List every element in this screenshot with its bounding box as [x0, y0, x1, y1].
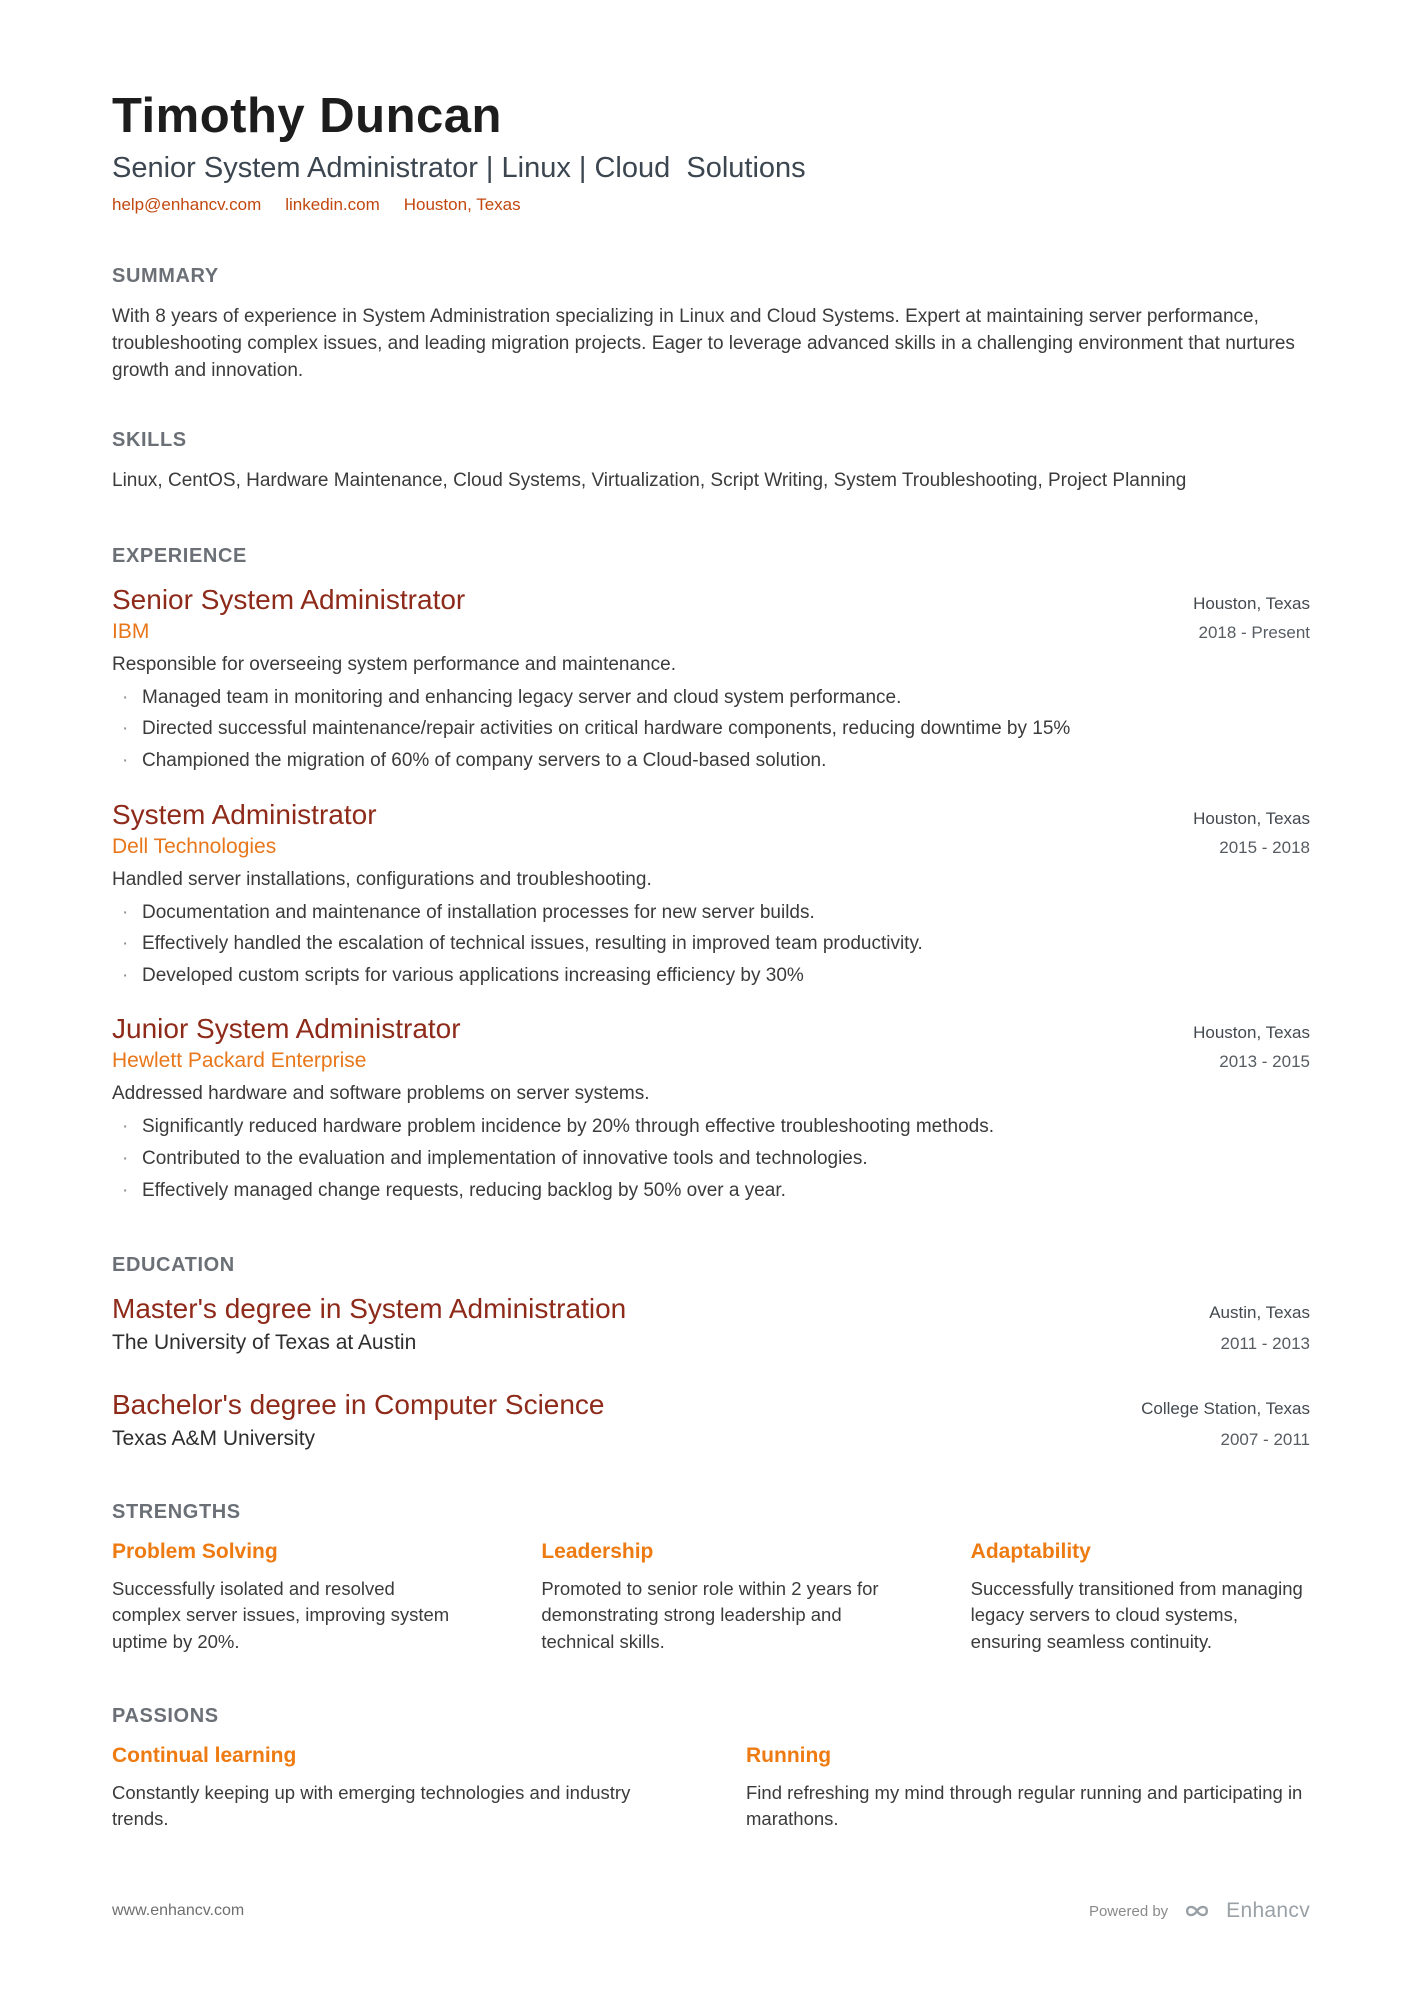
degree-title: Bachelor's degree in Computer Science: [112, 1389, 605, 1421]
skills-section: [112, 429, 1310, 495]
bullet-item: [112, 1178, 1310, 1205]
passion-text: Find refreshing my mind through regular running and participating in marathons.: [746, 1781, 1303, 1830]
job-entry: [112, 584, 1310, 775]
education-location: College Station, Texas: [1141, 1399, 1310, 1419]
education-section: [112, 1254, 1310, 1451]
school-name: Texas A&M University: [112, 1427, 316, 1451]
job-dates: 2018 - Present: [1198, 622, 1310, 642]
strength-item: [541, 1540, 880, 1655]
bullet-item: [112, 900, 1310, 927]
job-title-row: [112, 584, 1310, 616]
job-bullets: [112, 1114, 1310, 1204]
bullet-text: Managed team in monitoring and enhancing legacy server and cloud system performance.: [142, 686, 902, 708]
passion-item: [112, 1744, 676, 1833]
location-text: Houston, Texas: [403, 195, 521, 214]
bullet-item: [112, 716, 1310, 743]
passions-heading: PASSIONS: [112, 1704, 219, 1727]
job-description: Handled server installations, configurations and troubleshooting.: [112, 868, 652, 890]
strength-title: Leadership: [541, 1540, 654, 1564]
passion-text: Constantly keeping up with emerging technologies and industry trends.: [112, 1781, 631, 1830]
summary-heading: SUMMARY: [112, 265, 219, 287]
linkedin-link[interactable]: linkedin.com: [285, 195, 380, 214]
education-entry: [112, 1293, 1310, 1355]
job-entry: [112, 1013, 1310, 1204]
job-company-row: [112, 1045, 1310, 1073]
degree-title: Master's degree in System Administration: [112, 1293, 627, 1325]
strengths-heading: STRENGTHS: [112, 1501, 241, 1524]
education-location: Austin, Texas: [1209, 1303, 1310, 1323]
bullet-item: [112, 1114, 1310, 1141]
education-heading: EDUCATION: [112, 1254, 235, 1277]
job-title-row: [112, 799, 1310, 831]
passion-title: Running: [746, 1743, 832, 1767]
bullet-text: Directed successful maintenance/repair activities on critical hardware components, reducing downtime by 15%: [142, 718, 1071, 740]
email-link[interactable]: help@enhancv.com: [112, 195, 262, 214]
enhancv-site-link[interactable]: www.enhancv.com: [112, 1902, 245, 1919]
passion-item: [746, 1744, 1310, 1833]
resume-header: [112, 88, 1310, 215]
job-location: Houston, Texas: [1193, 1023, 1310, 1043]
bullet-dot-icon: ·: [122, 750, 129, 772]
skills-text: Linux, CentOS, Hardware Maintenance, Cloud Systems, Virtualization, Script Writing, System Troubleshooting, Project Planning: [112, 469, 1187, 491]
passions-grid: [112, 1744, 1310, 1833]
bullet-dot-icon: ·: [122, 718, 129, 740]
job-title: System Administrator: [112, 798, 377, 830]
contact-row: [112, 195, 1310, 215]
school-name: The University of Texas at Austin: [112, 1331, 417, 1355]
strength-title: Adaptability: [970, 1540, 1091, 1564]
experience-section: [112, 545, 1310, 1204]
job-dates: 2015 - 2018: [1219, 837, 1310, 857]
job-dates: 2013 - 2015: [1219, 1052, 1310, 1072]
job-entry: [112, 799, 1310, 990]
candidate-name: Timothy Duncan: [112, 89, 502, 143]
job-title-row: [112, 1013, 1310, 1045]
summary-section: [112, 265, 1310, 385]
bullet-text: Effectively handled the escalation of technical issues, resulting in improved team productivity.: [142, 933, 923, 955]
job-title: Senior System Administrator: [112, 583, 466, 615]
bullet-dot-icon: ·: [122, 686, 129, 708]
bullet-text: Significantly reduced hardware problem incidence by 20% through effective troubleshooting methods.: [142, 1116, 994, 1138]
job-bullets: [112, 900, 1310, 990]
job-description: Responsible for overseeing system performance and maintenance.: [112, 653, 676, 675]
job-location: Houston, Texas: [1193, 593, 1310, 613]
strengths-grid: [112, 1540, 1310, 1655]
bullet-dot-icon: ·: [122, 1179, 129, 1201]
strength-text: Successfully isolated and resolved complex server issues, improving system uptime by 20%.: [112, 1578, 450, 1652]
experience-heading: EXPERIENCE: [112, 544, 247, 567]
company-name: IBM: [112, 619, 150, 643]
enhancv-brand-name: Enhancv: [1226, 1899, 1310, 1922]
strengths-section: [112, 1501, 1310, 1655]
strength-text: Promoted to senior role within 2 years for demonstrating strong leadership and technical skills.: [541, 1578, 879, 1652]
job-location: Houston, Texas: [1193, 808, 1310, 828]
passions-section: [112, 1705, 1310, 1833]
education-title-row: [112, 1389, 1310, 1421]
summary-text: With 8 years of experience in System Administration specializing in Linux and Cloud Systems. Expert at maintaining server performance, troubleshooting complex issues, and leading migration projects. Eager to leverage advanced skills in a challenging environment that nurtures growth and innovation.: [112, 306, 1295, 381]
education-entry: [112, 1389, 1310, 1451]
skills-heading: SKILLS: [112, 428, 187, 451]
company-name: Hewlett Packard Enterprise: [112, 1049, 367, 1073]
bullet-dot-icon: ·: [122, 1147, 129, 1169]
bullet-item: [112, 685, 1310, 712]
education-school-row: [112, 1421, 1310, 1451]
job-company-row: [112, 616, 1310, 644]
education-school-row: [112, 1325, 1310, 1355]
page-footer: [112, 1839, 1310, 1923]
strength-item: [971, 1540, 1310, 1655]
enhancv-logo-icon: [1180, 1899, 1214, 1923]
bullet-dot-icon: ·: [122, 901, 129, 923]
bullet-item: [112, 1146, 1310, 1173]
bullet-dot-icon: ·: [122, 933, 129, 955]
education-dates: 2011 - 2013: [1220, 1334, 1310, 1354]
strength-item: [112, 1540, 451, 1655]
bullet-item: [112, 748, 1310, 775]
bullet-text: Developed custom scripts for various applications increasing efficiency by 30%: [142, 964, 804, 986]
bullet-text: Effectively managed change requests, reducing backlog by 50% over a year.: [142, 1179, 786, 1201]
bullet-text: Documentation and maintenance of installation processes for new server builds.: [142, 901, 815, 923]
job-title: Junior System Administrator: [112, 1013, 461, 1045]
bullet-item: [112, 963, 1310, 990]
bullet-text: Contributed to the evaluation and implementation of innovative tools and technologies.: [142, 1147, 868, 1169]
job-description: Addressed hardware and software problems on server systems.: [112, 1083, 650, 1105]
strength-title: Problem Solving: [112, 1540, 278, 1564]
bullet-dot-icon: ·: [122, 964, 129, 986]
job-bullets: [112, 685, 1310, 775]
bullet-dot-icon: ·: [122, 1116, 129, 1138]
education-dates: 2007 - 2011: [1220, 1430, 1310, 1450]
education-title-row: [112, 1293, 1310, 1325]
company-name: Dell Technologies: [112, 834, 277, 858]
strength-text: Successfully transitioned from managing legacy servers to cloud systems, ensuring seamless continuity.: [970, 1578, 1303, 1652]
candidate-headline: Senior System Administrator | Linux | Cloud Solutions: [112, 152, 806, 184]
passion-title: Continual learning: [112, 1743, 297, 1767]
powered-by-link[interactable]: [1089, 1899, 1310, 1923]
job-company-row: [112, 831, 1310, 859]
powered-by-label: Powered by: [1088, 1902, 1169, 1920]
bullet-text: Championed the migration of 60% of company servers to a Cloud-based solution.: [142, 750, 827, 772]
bullet-item: [112, 931, 1310, 958]
